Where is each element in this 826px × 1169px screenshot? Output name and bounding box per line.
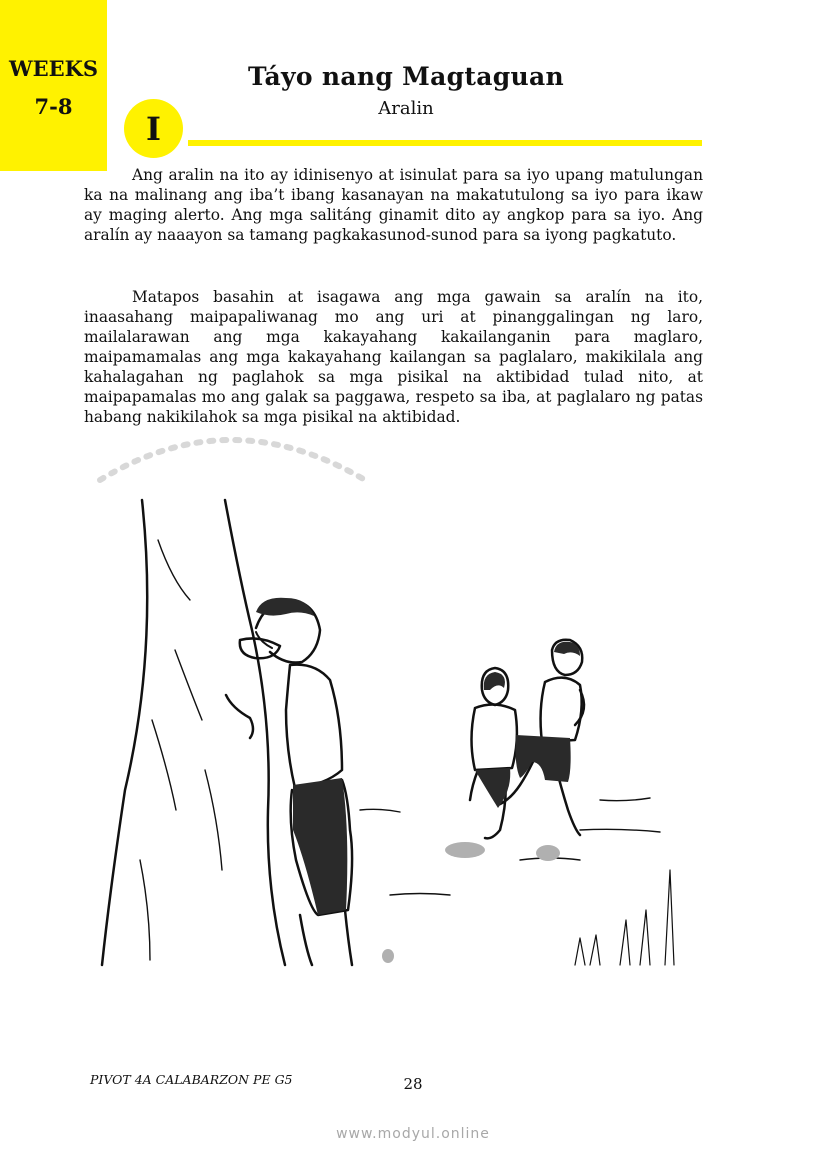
objectives-paragraph: Matapos basahin at isagawa ang mga gawain sa aralín na ito, inaasahang maipapaliwanag mo ang uri at pinanggalingan ng laro, mailalarawan ang mga kakayahang kakailanganin para maglaro, maipamamalas ang mga kakayahang kailangan sa paglalaro, makikilala ang kahalagahan ng paglahok sa mga pisikal na aktibidad tulad nito, at maipapamalas mo ang galak sa paggawa, respeto sa iba, at paglalaro ng patas habang nakikilahok sa mga pisikal na aktibidad. — [84, 288, 703, 426]
phase-badge — [124, 99, 183, 158]
intro-paragraph: Ang aralin na ito ay idinisenyo at isinulat para sa iyo upang matulungan ka na malinang ang iba’t ibang kasanayan na makatutulong sa iyo para ikaw ay maging alerto. Ang mga salitáng ginamit dito ay angkop para sa iyo. Ang aralín ay naaayon sa tamang pagkakasunod-sunod para sa iyong pagkatuto. — [84, 166, 703, 244]
watermark-link[interactable]: www.modyul.online — [336, 1126, 490, 1142]
footer-source: PIVOT 4A CALABARZON PE G5 — [90, 1072, 293, 1087]
hide-and-seek-illustration — [80, 390, 720, 970]
weeks-range: 7-8 — [34, 94, 73, 119]
weeks-banner — [0, 0, 107, 171]
lesson-title: Táyo nang Magtaguan — [248, 62, 564, 91]
weeks-label: WEEKS — [8, 56, 98, 81]
lesson-subtitle: Aralin — [378, 98, 434, 119]
page-number: 28 — [403, 1075, 423, 1093]
title-underline — [188, 140, 702, 146]
phase-letter: I — [146, 109, 161, 148]
